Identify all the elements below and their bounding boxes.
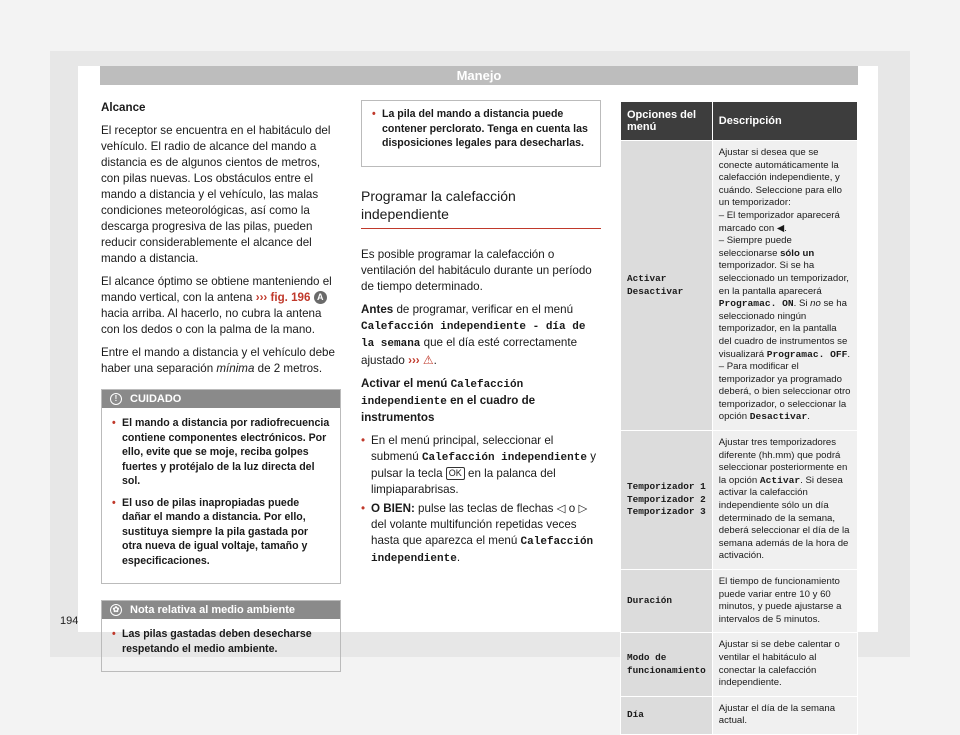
description-cell: Ajustar el día de la semana actual.	[712, 696, 857, 734]
environment-icon: ✿	[110, 604, 122, 616]
table-row	[621, 570, 858, 633]
column-middle	[361, 100, 601, 570]
option-cell: Duración	[627, 594, 673, 606]
ok-key-icon: OK	[446, 467, 465, 480]
option-cell: Modo de funcionamiento	[627, 651, 706, 676]
step-item-arrows: • O BIEN: pulse las teclas de flechas ◁ o ▷ del volante multifunción repetidas veces hasta que aparezca el menú Calefacción independiente.	[361, 501, 601, 567]
option-cell: Día	[627, 709, 644, 721]
option-cell: Temporizador 1 Temporizador 2 Temporizador 3	[627, 481, 706, 518]
note-box	[361, 100, 601, 167]
paragraph-before: Antes de programar, verificar en el menú Calefacción independiente - día de la semana que el día esté correctamente ajustado ››› ⚠.	[361, 302, 586, 367]
environment-box	[101, 600, 341, 672]
note-item: • La pila del mando a distancia puede contener perclorato. Tenga en cuenta las disposiciones legales para desecharlas.	[372, 107, 590, 151]
table-row	[621, 633, 858, 696]
description-cell: Ajustar si desea que se conecte automáticamente la calefacción independiente, y cuándo. Seleccione para ello un temporizador: – El temporizador aparecerá marcado con ◀. – Siempre puede seleccionarse sólo un temporizador. Si se ha seleccionado un temporizador, en la pantalla aparecerá Programac. ON. Si no se ha seleccionado ningún temporizador, en la pantalla del cuadro de instrumentos se visualizará Programac. OFF. – Para modificar el temporizador ya programado deberá, o bien seleccionar otro temporizador, o seleccionar la opción Desactivar.	[712, 141, 857, 431]
paragraph-range: El receptor se encuentra en el habitáculo del vehículo. El radio de alcance del mando a distancia es de algunos cientos de metros, con pilas nuevas. Los obstáculos entre el mando a distancia y el vehículo, las malas condiciones meteorológicas, así como la descarga progresiva de las pilas, pueden reducir considerablemente el alcance del mando a distancia.	[101, 124, 331, 265]
column-header-description: Descripción	[712, 102, 857, 141]
table-row	[621, 431, 858, 570]
section-header-title: Manejo	[456, 68, 502, 83]
caution-icon: !	[110, 393, 122, 405]
caution-item: • El mando a distancia por radiofrecuencia contiene componentes electrónicos. Por ello, evite que se moje, reciba golpes fuertes y protéjalo de la luz directa del sol.	[112, 416, 330, 489]
table-row	[621, 141, 858, 431]
caution-box	[101, 389, 341, 584]
column-header-options: Opciones del menú	[621, 102, 713, 141]
description-cell: El tiempo de funcionamiento puede variar entre 10 y 60 minutos, y puede ajustarse a intervalos de 5 minutos.	[712, 570, 857, 633]
figure-link[interactable]: ››› fig. 196	[255, 291, 311, 304]
caution-item: • El uso de pilas inapropiadas puede dañar el mando a distancia. Por ello, sustituya siempre la pila gastada por otra nueva de igual voltaje, tamaño y especificaciones.	[112, 496, 330, 569]
menu-options-table	[620, 101, 858, 735]
option-cell: Activar Desactivar	[627, 272, 684, 297]
table-row	[621, 696, 858, 734]
paragraph-intro: Es posible programar la calefacción o ventilación del habitáculo durante un período de tiempo determinado.	[361, 247, 592, 293]
note-body	[362, 101, 600, 166]
heading-alcance: Alcance	[101, 101, 146, 114]
arrow-left-icon: ◁	[556, 501, 566, 515]
page-number: 194	[60, 615, 79, 627]
section-title: Programar la calefacción independiente	[361, 187, 601, 229]
section-header	[100, 66, 858, 85]
caution-title: ! CUIDADO	[102, 390, 340, 408]
arrow-right-icon: ▷	[578, 501, 588, 515]
paragraph-antenna: El alcance óptimo se obtiene manteniendo el mando vertical, con la antena ››› fig. 196 A hacia arriba. Al hacerlo, no cubra la antena con los dedos o con la palma de la mano.	[101, 275, 332, 336]
step-item-submenu: • En el menú principal, seleccionar el submenú Calefacción independiente y pulsar la tecla OK en la palanca del limpiaparabrisas.	[361, 433, 601, 498]
paragraph-distance: Entre el mando a distancia y el vehículo debe haber una separación mínima de 2 metros.	[101, 346, 335, 375]
step-heading: Activar el menú Calefacción independiente en el cuadro de instrumentos	[361, 376, 536, 424]
caution-body	[102, 408, 340, 583]
warning-link[interactable]: ›››	[408, 353, 420, 367]
warning-triangle-icon: ⚠	[422, 352, 434, 367]
environment-body	[102, 619, 340, 671]
column-left	[101, 100, 341, 672]
environment-item: • Las pilas gastadas deben desecharse respetando el medio ambiente.	[112, 627, 330, 656]
description-cell: Ajustar tres temporizadores diferente (hh.mm) que podrá seleccionar posteriormente en la opción Activar. Si desea activar la calefacción independiente sólo un día determinado de la semana, deberá seleccionar el día de la semana además de la hora de activación.	[712, 431, 857, 570]
environment-title: ✿ Nota relativa al medio ambiente	[102, 601, 340, 619]
table-header-row	[621, 102, 858, 141]
description-cell: Ajustar si se debe calentar o ventilar el habitáculo al conectar la calefacción independiente.	[712, 633, 857, 696]
figure-badge: A	[314, 291, 327, 304]
